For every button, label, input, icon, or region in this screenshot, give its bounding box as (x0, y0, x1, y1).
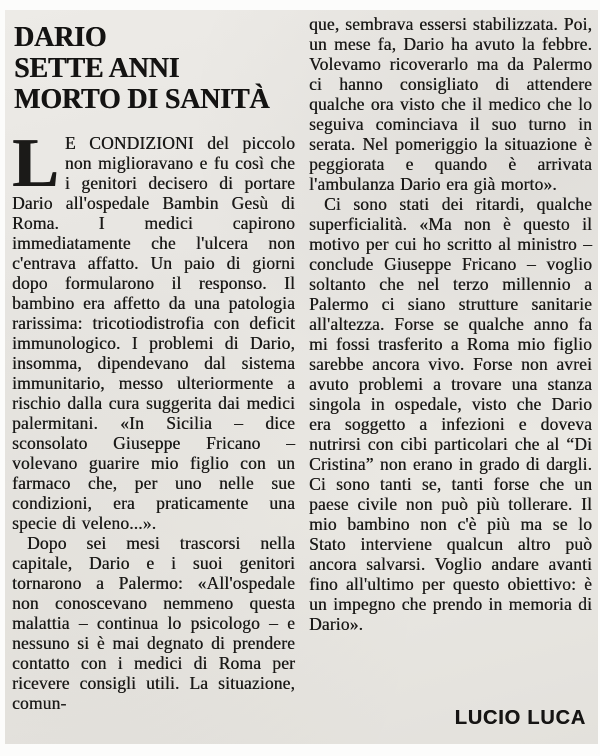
headline (14, 22, 295, 115)
paragraph: Dopo sei mesi trascorsi nella capitale, Dario e i suoi genitori tornarono a Palermo: «All'ospedale non conoscevano nemmeno questa malattia – continua lo psicologo – e nessuno si è mai degnato di prendere contatto con i medici di Roma per ricevere consigli utili. La situazione, comun- (12, 533, 295, 713)
byline: LUCIO LUCA (454, 707, 586, 729)
left-column-text (12, 125, 295, 713)
headline-line-2: SETTE ANNI (14, 53, 180, 84)
article-scan (5, 10, 598, 744)
paragraph: Ci sono stati dei ritardi, qualche superficialità. «Ma non è questo il motivo per cui ho scritto al ministro – conclude Giuseppe Fricano – voglio soltanto che nel terzo millennio a Palermo ci siano strutture sanitarie all'altezza. Forse se qualche anno fa mi fossi trasferito a Roma mio figlio sarebbe ancora vivo. Forse non avrei avuto problemi a trovare una stanza singola in ospedale, visto che Dario era soggetto a infezioni e doveva nutrirsi con cibi particolari che al “Di Cristina” non erano in grado di dargli. Ci sono tanti se, tanti forse che un paese civile non può più tollerare. Il mio bambino non c'è più ma se lo Stato interviene qualcun altro può ancora salvarsi. Voglio andare avanti fino all'ultimo per questo obiettivo: è un impegno che prendo in memoria di Dario». (309, 194, 592, 634)
drop-cap: L (12, 125, 59, 202)
headline-line-1: DARIO (14, 22, 107, 53)
left-column (12, 14, 295, 744)
headline-line-3: MORTO DI SANITÀ (14, 84, 270, 115)
lead-paragraph (12, 125, 295, 533)
paragraph-continuation: que, sembrava essersi stabilizzata. Poi, un mese fa, Dario ha avuto la febbre. Volevamo ricoverarlo ma da Palermo ci hanno consigliato di attendere qualche ora visto che il medico che lo seguiva cominciava il suo turno in serata. Nel pomeriggio la situazione è peggiorata e quando è arrivata l'ambulanza Dario era già morto». (309, 14, 592, 194)
right-column (309, 14, 592, 744)
article-columns (12, 14, 592, 744)
lead-paragraph-text: E CONDIZIONI del piccolo non miglioravano e fu così che i genitori decisero di portare Dario all'ospedale Bambin Gesù di Roma. I medici capirono immediatamente che l'ulcera non c'entrava affatto. Un paio di giorni dopo formularono il responso. Il bambino era affetto da una patologia rarissima: tricotiodistrofia con deficit immunologico. I problemi di Dario, insomma, dipendevano dal sistema immunitario, messo ulteriormente a rischio dalla cura suggerita dai medici palermitani. «In Sicilia – dice sconsolato Giuseppe Fricano – volevano guarire mio figlio con un farmaco che, per uno nelle sue condizioni, era praticamente una specie di veleno...». (12, 133, 295, 533)
right-column-text (309, 14, 592, 634)
